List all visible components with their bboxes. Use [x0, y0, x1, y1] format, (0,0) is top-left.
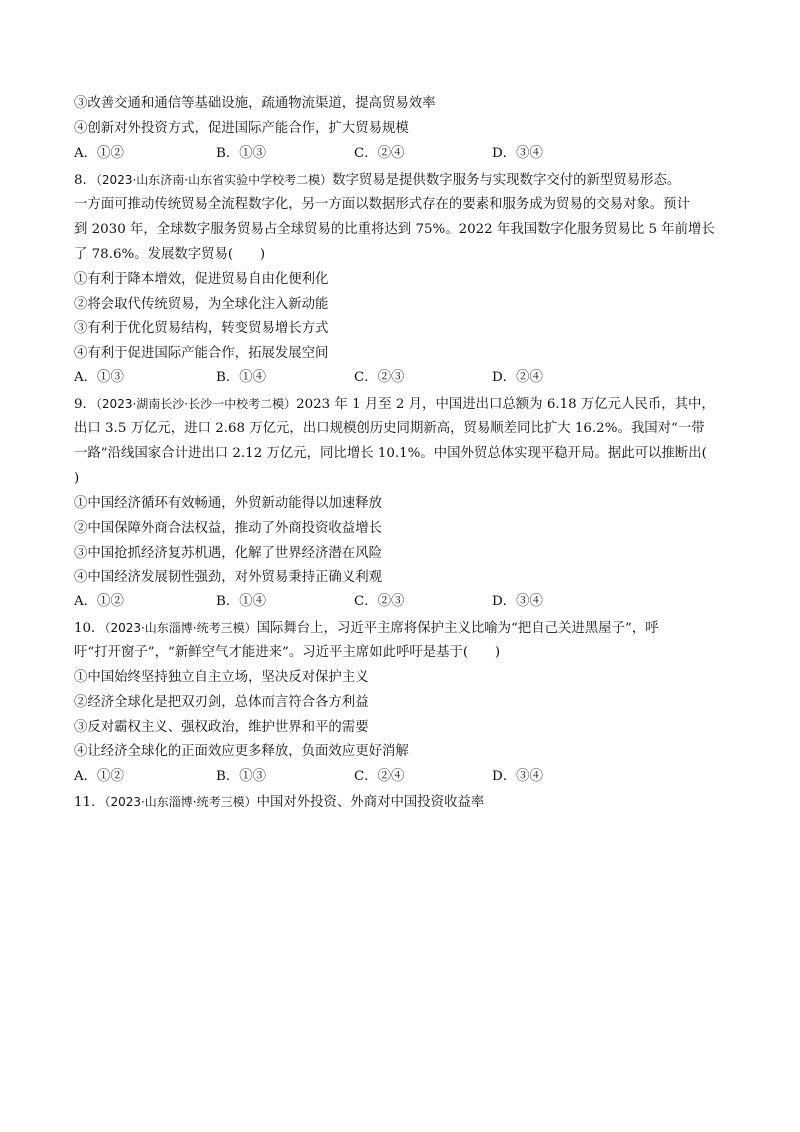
q9-line-2: 出口 3.5 万亿元，进口 2.68 万亿元，出口规模创历史同期新高，贸易顺差同比扩大 16.2%。我国对“一带	[74, 421, 705, 436]
q8-option-b: B．①④	[216, 370, 267, 385]
q10-option-a: A．①②	[74, 769, 124, 784]
q7-statement-3: ③改善交通和通信等基础设施，疏通物流渠道，提高贸易效率	[74, 96, 436, 111]
q8-option-c: C．②③	[354, 370, 405, 385]
q9-statement-2: ②中国保障外商合法权益，推动了外商投资收益增长	[74, 521, 382, 536]
q8-option-d: D．②④	[492, 370, 543, 385]
q7-option-a: A．①②	[74, 146, 124, 161]
q10-option-c: C．②④	[354, 769, 405, 784]
q11-stem-start: 中国对外投资、外商对中国投资收益率	[256, 795, 485, 810]
q8-statement-1: ①有利于降本增效，促进贸易自由化便利化	[74, 272, 329, 287]
q8-line-4: 了 78.6%。发展数字贸易( )	[74, 247, 266, 262]
q8-option-a: A．①③	[74, 370, 124, 385]
q9-statement-1: ①中国经济循环有效畅通，外贸新动能得以加速释放	[74, 496, 382, 511]
q7-options	[74, 145, 734, 163]
q9-option-a: A．①②	[74, 594, 124, 609]
q9-statement-4: ④中国经济发展韧性强劲，对外贸易秉持正确义利观	[74, 570, 382, 585]
q10-line-2: 吁“打开窗子”，“新鲜空气才能进来”。习近平主席如此呼吁是基于( )	[74, 645, 501, 660]
q10-option-b: B．①③	[216, 769, 267, 784]
q11-source: （2023·山东淄博·统考三模）	[104, 795, 257, 809]
q8-options	[74, 369, 734, 387]
q8-number: 8．	[74, 173, 96, 188]
q10-source: （2023·山东淄博·统考三模）	[104, 621, 257, 635]
q9-option-b: B．①④	[216, 594, 267, 609]
q10-line-1	[74, 619, 659, 638]
q10-statement-4: ④让经济全球化的正面效应更多释放，负面效应更好消解	[74, 744, 409, 759]
q9-source: （2023·湖南长沙·长沙一中校考二模）	[95, 397, 297, 411]
q10-options	[74, 768, 734, 786]
q9-statement-3: ③中国抢抓经济复苏机遇，化解了世界经济潜在风险	[74, 546, 382, 561]
q9-line-1	[74, 395, 715, 414]
q10-statement-2: ②经济全球化是把双刃剑，总体而言符合各方利益	[74, 695, 369, 710]
q8-line-1	[74, 171, 680, 190]
q9-option-d: D．③④	[492, 594, 543, 609]
q10-stem-start: 国际舞台上，习近平主席将保护主义比喻为“把自己关进黑屋子”，呼	[256, 621, 659, 636]
q9-option-c: C．②③	[354, 594, 405, 609]
q8-line-3: 到 2030 年，全球数字服务贸易占全球贸易的比重将达到 75%。2022 年我国数字化服务贸易比 5 年前增长	[74, 222, 715, 237]
q8-statement-3: ③有利于优化贸易结构，转变贸易增长方式	[74, 321, 329, 336]
q9-line-3: 一路”沿线国家合计进出口 2.12 万亿元，同比增长 10.1%。中国外贸总体实现平稳开局。据此可以推断出(	[74, 446, 707, 461]
q9-number: 9．	[74, 397, 96, 412]
q8-line-2: 一方面可推动传统贸易全流程数字化，另一方面以数据形式存在的要素和服务成为贸易的交易对象。预计	[74, 197, 690, 212]
q11-number: 11．	[74, 795, 105, 810]
q11-line-1	[74, 793, 484, 812]
q7-option-c: C．②④	[354, 146, 405, 161]
q9-stem-start: 2023 年 1 月至 2 月，中国进出口总额为 6.18 万亿元人民币，其中，	[296, 397, 715, 412]
q7-statement-4: ④创新对外投资方式，促进国际产能合作，扩大贸易规模	[74, 121, 409, 136]
q8-source: （2023·山东济南·山东省实验中学校考二模）	[95, 173, 333, 187]
q8-statement-4: ④有利于促进国际产能合作，拓展发展空间	[74, 346, 329, 361]
q10-statement-1: ①中国始终坚持独立自主立场，坚决反对保护主义	[74, 670, 369, 685]
q10-statement-3: ③反对霸权主义、强权政治，维护世界和平的需要	[74, 720, 369, 735]
q9-options	[74, 593, 734, 611]
q10-option-d: D．③④	[492, 769, 543, 784]
q8-statement-2: ②将会取代传统贸易，为全球化注入新动能	[74, 297, 329, 312]
q10-number: 10．	[74, 621, 105, 636]
q8-stem-start: 数字贸易是提供数字服务与实现数字交付的新型贸易形态。	[332, 173, 681, 188]
q7-option-d: D．③④	[492, 146, 543, 161]
q9-line-4: )	[74, 471, 80, 486]
q7-option-b: B．①③	[216, 146, 267, 161]
